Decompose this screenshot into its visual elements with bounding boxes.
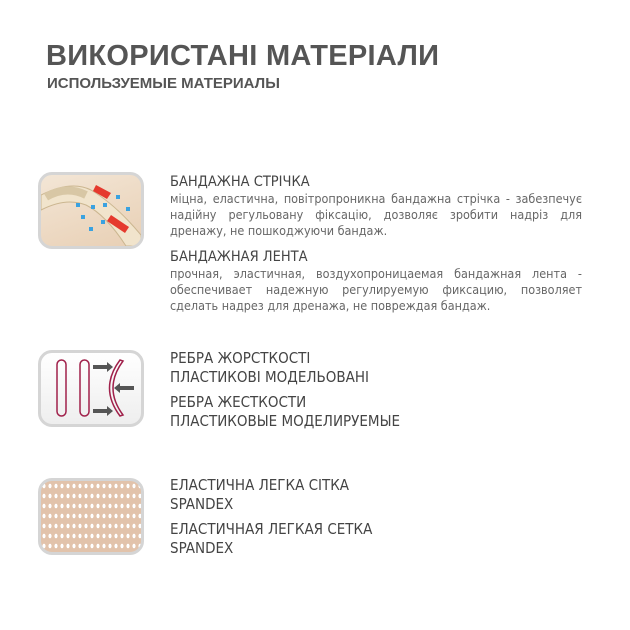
page-title: ВИКОРИСТАНІ МАТЕРІАЛИ (46, 40, 440, 72)
spandex-mesh-icon (38, 478, 144, 555)
material-title-uk: ЕЛАСТИЧНА ЛЕГКА СІТКА (170, 476, 350, 494)
material-text-ru: прочная, эластичная, воздухопроницаемая бандажная лента - обеспечивает надежную регулируемую фиксацию, позволяет сделать надрез для дренажа, не повреждая бандаж. (170, 266, 582, 313)
plastic-ribs-icon (38, 350, 144, 427)
material-title-uk: РЕБРА ЖОРСТКОСТІ (170, 349, 311, 367)
page-subtitle: ИСПОЛЬЗУЕМЫЕ МАТЕРИАЛЫ (47, 75, 280, 92)
material-title-ru: ЕЛАСТИЧНАЯ ЛЕГКАЯ СЕТКА (170, 520, 373, 538)
material-subtitle-ru: SPANDEX (170, 539, 234, 557)
material-title-ru: БАНДАЖНАЯ ЛЕНТА (170, 249, 308, 265)
material-subtitle-ru: ПЛАСТИКОВЫЕ МОДЕЛИРУЕМЫЕ (170, 412, 401, 430)
material-subtitle-uk: ПЛАСТИКОВІ МОДЕЛЬОВАНІ (170, 368, 369, 386)
material-text-uk: міцна, еластична, повітропроникна бандажна стрічка - забезпечує надійну регульовану фіксацію, дозволяє зробити надріз для дренажу, не пошкоджуючи бандаж. (170, 191, 582, 238)
material-title-uk: БАНДАЖНА СТРІЧКА (170, 174, 310, 190)
material-title-ru: РЕБРА ЖЕСТКОСТИ (170, 393, 307, 411)
material-plastic-ribs (170, 349, 582, 431)
material-bandage-tape (170, 174, 582, 314)
material-subtitle-uk: SPANDEX (170, 495, 234, 513)
bandage-tape-icon (38, 172, 144, 249)
material-spandex-mesh (170, 476, 582, 558)
